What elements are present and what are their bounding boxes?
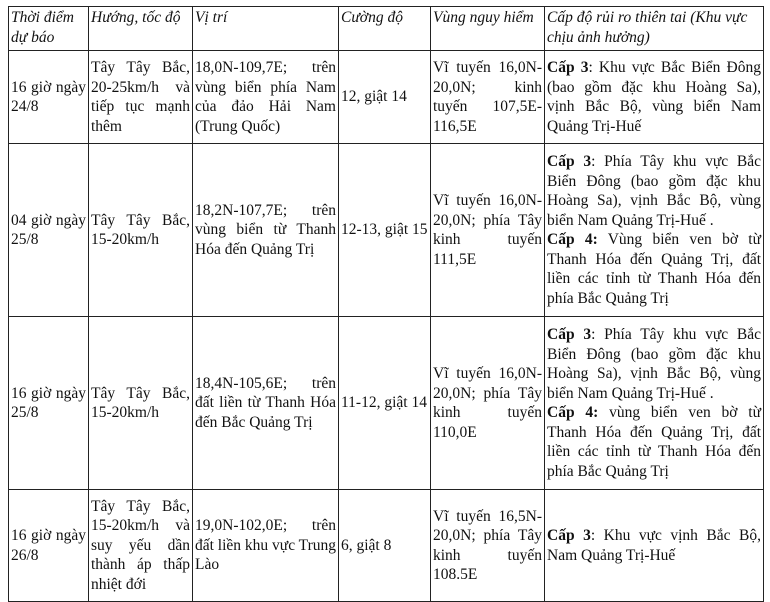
risk-level-label: Cấp 3 (547, 326, 592, 343)
cell-risk-level (545, 144, 764, 317)
table-row (9, 317, 764, 490)
header-intensity: Cường độ (339, 7, 431, 51)
risk-area-text: vùng biển ven bờ từ Thanh Hóa đến Quảng Trị, đất liền các tỉnh từ Thanh Hóa đến phía Bắc Quảng Trị (547, 404, 761, 480)
cell-intensity: 11-12, giật 14 (339, 317, 431, 490)
cell-danger-zone: Vĩ tuyến 16,0N-20,0N; phía Tây kinh tuyến 111,5E (431, 144, 545, 317)
cell-intensity: 6, giật 8 (339, 490, 431, 602)
header-risk-level: Cấp độ rủi ro thiên tai (Khu vực chịu ảnh hưởng) (545, 7, 764, 51)
cell-time: 16 giờ ngày 24/8 (9, 51, 89, 144)
table-header-row (9, 7, 764, 51)
risk-entry (547, 526, 761, 565)
table-row (9, 490, 764, 602)
header-direction: Hướng, tốc độ (89, 7, 193, 51)
risk-level-label: Cấp 4: (547, 404, 599, 421)
risk-level-label: Cấp 3 (547, 527, 591, 544)
cell-danger-zone: Vĩ tuyến 16,0N-20,0N; kinh tuyến 107,5E-116,5E (431, 51, 545, 144)
storm-forecast-table (8, 6, 764, 602)
risk-level-label: Cấp 3 (547, 59, 589, 76)
risk-entry (547, 403, 761, 481)
cell-time: 16 giờ ngày 26/8 (9, 490, 89, 602)
cell-position: 18,0N-109,7E; trên vùng biển phía Nam của đảo Hải Nam (Trung Quốc) (193, 51, 339, 144)
risk-area-text: : Khu vực vịnh Bắc Bộ, Nam Quảng Trị-Huế (547, 527, 761, 564)
cell-danger-zone: Vĩ tuyến 16,0N-20,0N; phía Tây kinh tuyến 110,0E (431, 317, 545, 490)
cell-direction: Tây Tây Bắc, 15-20km/h (89, 144, 193, 317)
cell-position: 18,2N-107,7E; trên vùng biển từ Thanh Hóa đến Quảng Trị (193, 144, 339, 317)
cell-intensity: 12-13, giật 15 (339, 144, 431, 317)
header-time: Thời điểm dự báo (9, 7, 89, 51)
table-row (9, 144, 764, 317)
risk-area-text: : Khu vực Bắc Biển Đông (bao gồm đặc khu Hoàng Sa), vịnh Bắc Bộ, vùng biển Nam Quảng Trị-Huế (547, 59, 761, 135)
risk-area-text: : Phía Tây khu vực Bắc Biển Đông (bao gồm đặc khu Hoàng Sa), vịnh Bắc Bộ, vùng biển Nam Quảng Trị-Huế . (547, 153, 761, 229)
risk-entry (547, 230, 761, 308)
cell-risk-level (545, 490, 764, 602)
cell-risk-level (545, 51, 764, 144)
cell-risk-level (545, 317, 764, 490)
risk-area-text: Vùng biển ven bờ từ Thanh Hóa đến Quảng Trị, đất liền các tỉnh từ Thanh Hóa đến phía Bắc Quảng Trị (547, 231, 761, 307)
cell-time: 16 giờ ngày 25/8 (9, 317, 89, 490)
cell-position: 19,0N-102,0E; trên đất liền khu vực Trung Lào (193, 490, 339, 602)
risk-level-label: Cấp 4: (547, 231, 598, 248)
header-danger-zone: Vùng nguy hiểm (431, 7, 545, 51)
cell-direction: Tây Tây Bắc, 20-25km/h và tiếp tục mạnh thêm (89, 51, 193, 144)
cell-danger-zone: Vĩ tuyến 16,5N-20,0N; phía Tây kinh tuyến 108.5E (431, 490, 545, 602)
cell-position: 18,4N-105,6E; trên đất liền từ Thanh Hóa đến Bắc Quảng Trị (193, 317, 339, 490)
risk-entry (547, 325, 761, 403)
risk-entry (547, 152, 761, 230)
cell-direction: Tây Tây Bắc, 15-20km/h (89, 317, 193, 490)
cell-time: 04 giờ ngày 25/8 (9, 144, 89, 317)
table-row (9, 51, 764, 144)
risk-entry (547, 58, 761, 136)
cell-direction: Tây Tây Bắc, 15-20km/h và suy yếu dần thành áp thấp nhiệt đới (89, 490, 193, 602)
risk-area-text: : Phía Tây khu vực Bắc Biển Đông (bao gồm đặc khu Hoàng Sa), vịnh Bắc Bộ, vùng biển Nam Quảng Trị-Huế . (547, 326, 761, 402)
cell-intensity: 12, giật 14 (339, 51, 431, 144)
risk-level-label: Cấp 3 (547, 153, 592, 170)
header-position: Vị trí (193, 7, 339, 51)
